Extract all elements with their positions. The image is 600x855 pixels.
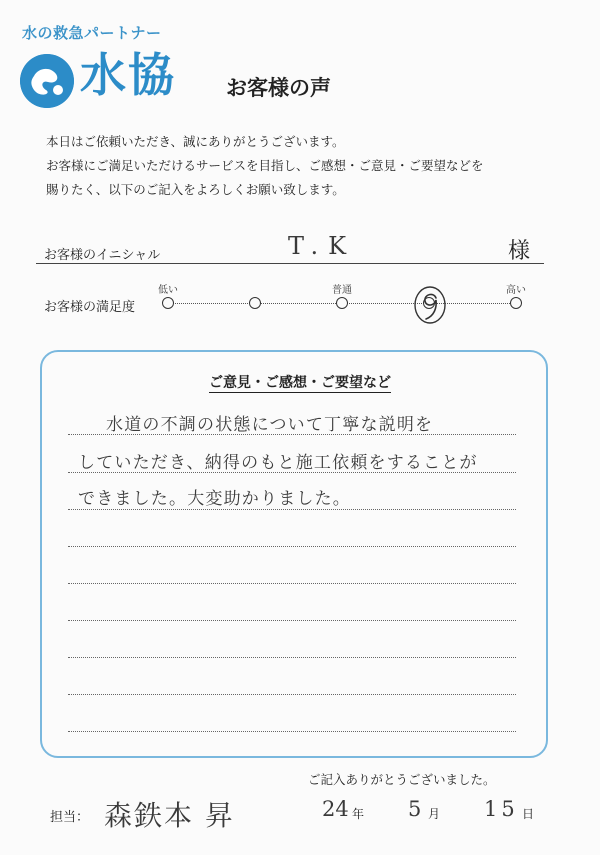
day-value: 15	[484, 797, 519, 821]
water-drop-logo-icon	[20, 54, 74, 108]
satisfaction-label: お客様の満足度	[44, 300, 136, 315]
ruled-line	[68, 583, 516, 584]
intro-line: 本日はご依頼いただき、誠にありがとうございます。	[46, 134, 345, 149]
year-value: 24	[322, 797, 349, 821]
thanks-message: ご記入ありがとうございました。	[308, 772, 496, 787]
comment-line-3: できました。大変助かりました。	[78, 489, 351, 509]
ruled-line	[68, 472, 516, 473]
ruled-line	[68, 434, 516, 435]
brand-logo-text: 水協	[80, 48, 176, 102]
year-unit: 年	[352, 807, 365, 821]
scale-high-label: 高い	[506, 285, 526, 296]
day-unit: 日	[522, 807, 535, 821]
month-unit: 月	[428, 807, 441, 821]
ruled-line	[68, 657, 516, 658]
selected-mark	[410, 284, 450, 332]
comment-line-2: していただき、納得のもと施工依頼をすることが	[78, 453, 478, 473]
intro-text	[46, 130, 484, 202]
honorific-suffix: 様	[508, 239, 531, 264]
staff-label: 担当：	[50, 810, 90, 825]
comments-title	[0, 372, 600, 392]
scale-low-label: 低い	[158, 285, 178, 296]
intro-line: 賜りたく、以下のご記入をよろしくお願い致します。	[46, 182, 345, 197]
scale-mid-label: 普通	[332, 285, 352, 296]
comments-title-text: ご意見・ご感想・ご要望など	[209, 375, 391, 391]
satisfaction-option-1[interactable]	[162, 297, 174, 309]
comment-line-1: 水道の不調の状態について丁寧な説明を	[106, 415, 434, 435]
initials-underline	[36, 263, 544, 264]
initials-label: お客様のイニシャル	[44, 248, 161, 263]
staff-name: 森鉄本 昇	[104, 799, 235, 832]
ruled-line	[68, 694, 516, 695]
ruled-line	[68, 546, 516, 547]
brand-tagline: 水の救急パートナー	[22, 24, 162, 42]
ruled-line	[68, 509, 516, 510]
satisfaction-option-2[interactable]	[249, 297, 261, 309]
ruled-line	[68, 731, 516, 732]
satisfaction-option-3[interactable]	[336, 297, 348, 309]
initials-value: T.K	[288, 232, 357, 260]
satisfaction-option-5[interactable]	[510, 297, 522, 309]
intro-line: お客様にご満足いただけるサービスを目指し、ご感想・ご意見・ご要望などを	[46, 158, 484, 173]
month-value: 5	[408, 797, 422, 821]
page-title: お客様の声	[226, 76, 331, 100]
ruled-line	[68, 620, 516, 621]
